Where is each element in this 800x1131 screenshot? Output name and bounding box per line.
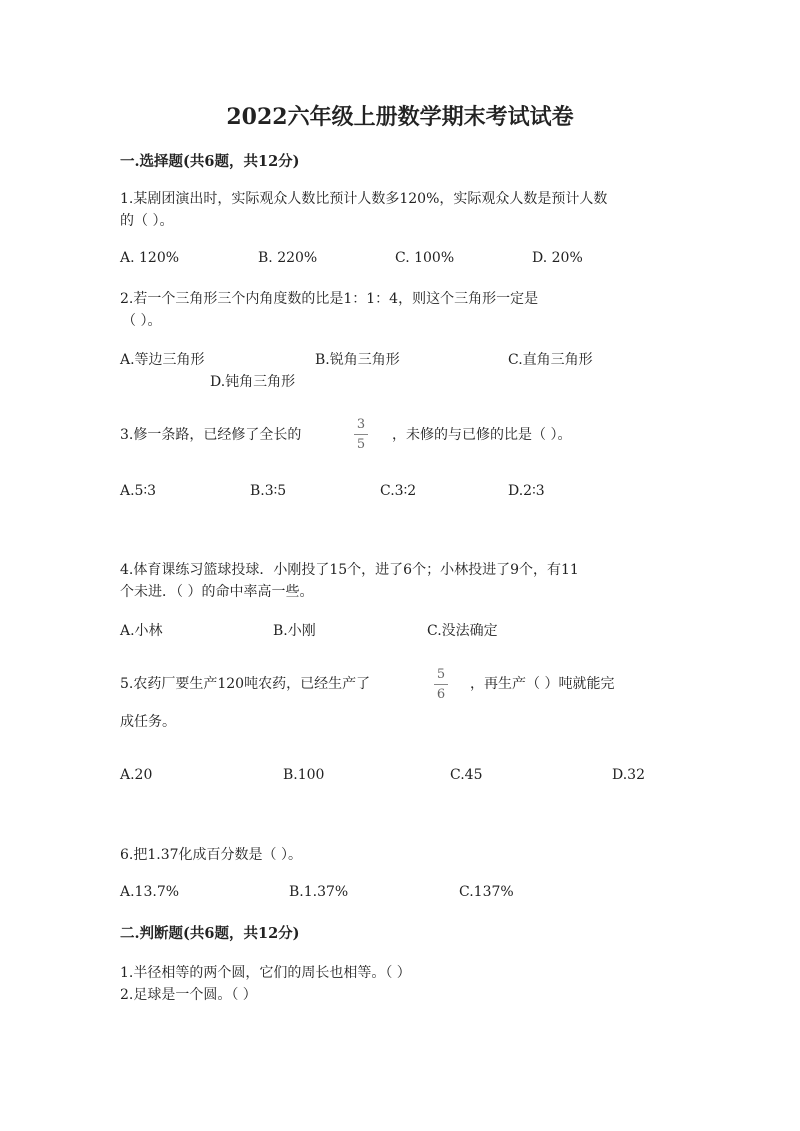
question-6-option-c: C.137% (459, 884, 514, 900)
judgement-item-1: 1.半径相等的两个圆，它们的周长也相等。（ ） (120, 965, 411, 981)
question-5-fraction-numerator: 5 (436, 667, 446, 682)
question-4-text-line1: 4.体育课练习篮球投球．小刚投了15个，进了6个；小林投进了9个，有11 (120, 562, 579, 578)
question-3-option-b: B.3∶5 (250, 483, 287, 499)
section-heading-choice: 一.选择题(共6题，共12分) (120, 153, 300, 170)
question-3-fraction-numerator: 3 (356, 417, 366, 432)
question-5-text-before: 5.农药厂要生产120吨农药，已经生产了 (120, 676, 371, 692)
question-3-fraction-denominator: 5 (356, 437, 366, 452)
question-2-option-a: A.等边三角形 (120, 352, 205, 368)
question-1-option-d: D. 20% (532, 250, 583, 266)
question-5-text-line2: 成任务。 (120, 714, 176, 730)
question-4-option-c: C.没法确定 (427, 623, 498, 639)
question-5-text-after: ，再生产（ ）吨就能完 (470, 676, 615, 692)
question-6-text: 6.把1.37化成百分数是（ ）。 (120, 847, 302, 863)
question-1-text-line2: 的（ ）。 (120, 213, 174, 229)
question-2-text-line2: （ ）。 (122, 313, 162, 329)
question-3-fraction (353, 417, 369, 452)
question-2-option-c: C.直角三角形 (508, 352, 593, 368)
question-4-option-a: A.小林 (120, 623, 163, 639)
question-3-text-before: 3.修一条路，已经修了全长的 (120, 427, 302, 443)
question-3-text-after: ，未修的与已修的比是（ ）。 (392, 427, 572, 443)
question-2-text-line1: 2.若一个三角形三个内角度数的比是1：1：4，则这个三角形一定是 (120, 291, 539, 307)
question-2-option-b: B.锐角三角形 (315, 352, 400, 368)
question-1-text-line1: 1.某剧团演出时，实际观众人数比预计人数多120%，实际观众人数是预计人数 (120, 191, 608, 207)
question-1-option-c: C. 100% (395, 250, 455, 266)
judgement-item-2: 2.足球是一个圆。（ ） (120, 987, 257, 1003)
question-3-option-a: A.5∶3 (120, 483, 157, 499)
fraction-bar (434, 684, 448, 685)
question-5-option-b: B.100 (283, 767, 325, 783)
fraction-bar (354, 434, 368, 435)
question-3-option-d: D.2∶3 (508, 483, 545, 499)
section-heading-judgement: 二.判断题(共6题，共12分) (120, 925, 300, 942)
question-3-option-c: C.3∶2 (380, 483, 417, 499)
question-5-fraction-denominator: 6 (436, 687, 446, 702)
question-5-option-a: A.20 (120, 767, 153, 783)
question-5-option-c: C.45 (450, 767, 483, 783)
page-title: 2022六年级上册数学期末考试试卷 (226, 104, 574, 130)
question-5-option-d: D.32 (612, 767, 645, 783)
question-4-option-b: B.小刚 (273, 623, 316, 639)
question-1-option-b: B. 220% (258, 250, 318, 266)
question-1-option-a: A. 120% (120, 250, 180, 266)
question-6-option-a: A.13.7% (120, 884, 180, 900)
question-2-option-d: D.钝角三角形 (210, 374, 296, 390)
question-4-text-line2: 个未进．（ ）的命中率高一些。 (120, 584, 314, 600)
question-6-option-b: B.1.37% (289, 884, 349, 900)
question-5-fraction (433, 667, 449, 702)
